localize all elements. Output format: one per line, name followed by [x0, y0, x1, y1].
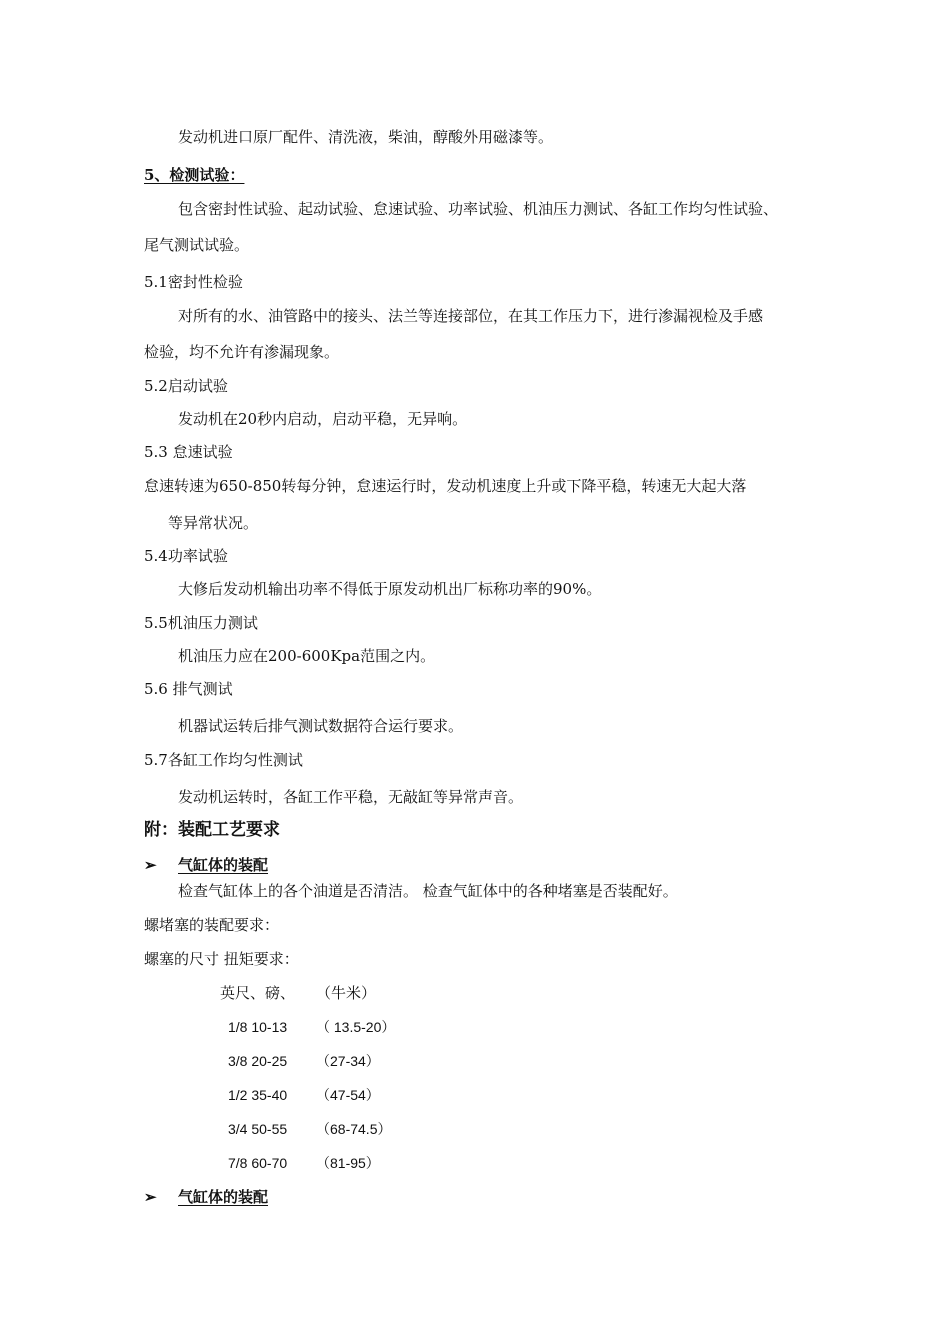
section-5-1-line1: 对所有的水、油管路中的接头、法兰等连接部位，在其工作压力下，进行渗漏视检及手感	[178, 307, 764, 325]
section-5-4-line1: 大修后发动机输出功率不得低于原发动机出厂标称功率的90%。	[178, 580, 602, 598]
row-nm: （27-34）	[316, 1053, 380, 1069]
row-nm: （47-54）	[316, 1087, 380, 1103]
section-5-7-line1: 发动机运转时，各缸工作平稳，无敲缸等异常声音。	[178, 788, 524, 806]
section-5-summary-line2: 尾气测试试验。	[144, 236, 250, 254]
row-nm: （81-95）	[316, 1155, 380, 1171]
arrow-bullet-icon: ➢	[144, 856, 157, 874]
bullet-label: 气缸体的装配	[178, 856, 269, 874]
section-5-2-line1: 发动机在20秒内启动，启动平稳，无异响。	[178, 410, 468, 428]
torque-table-header	[220, 983, 376, 1003]
row-nm: （ 13.5-20）	[316, 1019, 396, 1035]
header-imperial: 英尺、磅、	[220, 984, 296, 1002]
section-5-6-title: 5.6 排气测试	[144, 680, 233, 698]
section-5-summary-line1: 包含密封性试验、起动试验、怠速试验、功率试验、机油压力测试、各缸工作均匀性试验、	[178, 200, 779, 218]
section-5-3-line1: 怠速转速为650-850转每分钟，怠速运行时，发动机速度上升或下降平稳，转速无大起大落	[144, 477, 747, 495]
section-5-2-title: 5.2启动试验	[144, 377, 228, 395]
torque-requirements: 螺塞的尺寸 扭矩要求：	[144, 950, 299, 968]
section-5-3-line2: 等异常状况。	[168, 514, 259, 532]
table-row	[228, 1119, 391, 1139]
appendix-title: 附：装配工艺要求	[144, 820, 280, 840]
table-row	[228, 1153, 380, 1173]
row-size: 1/2 35-40	[228, 1087, 288, 1103]
bullet-label: 气缸体的装配	[178, 1188, 269, 1206]
row-size: 3/8 20-25	[228, 1053, 288, 1069]
section-5-5-line1: 机油压力应在200-600Kpa范围之内。	[178, 647, 436, 665]
plug-requirements: 螺堵塞的装配要求：	[144, 916, 280, 934]
bullet-cylinder-block-2	[144, 1187, 268, 1207]
table-row	[228, 1051, 380, 1071]
table-row	[228, 1085, 380, 1105]
section-5-1-line2: 检验，均不允许有渗漏现象。	[144, 343, 340, 361]
section-5-title: 5、检测试验：	[144, 166, 245, 184]
section-5-1-title: 5.1密封性检验	[144, 273, 243, 291]
intro-line: 发动机进口原厂配件、清洗液，柴油，醇酸外用磁漆等。	[178, 128, 554, 146]
row-size: 1/8 10-13	[228, 1019, 288, 1035]
check-line: 检查气缸体上的各个油道是否清洁。 检查气缸体中的各种堵塞是否装配好。	[178, 882, 678, 900]
row-size: 7/8 60-70	[228, 1155, 288, 1171]
section-5-7-title: 5.7各缸工作均匀性测试	[144, 751, 303, 769]
row-nm: （68-74.5）	[316, 1121, 392, 1137]
header-metric: （牛米）	[316, 984, 377, 1002]
row-size: 3/4 50-55	[228, 1121, 288, 1137]
section-5-4-title: 5.4功率试验	[144, 547, 228, 565]
arrow-bullet-icon: ➢	[144, 1188, 157, 1206]
section-5-5-title: 5.5机油压力测试	[144, 614, 258, 632]
table-row	[228, 1017, 395, 1037]
section-5-3-title: 5.3 怠速试验	[144, 443, 233, 461]
section-5-6-line1: 机器试运转后排气测试数据符合运行要求。	[178, 717, 464, 735]
bullet-cylinder-block-1	[144, 855, 268, 875]
